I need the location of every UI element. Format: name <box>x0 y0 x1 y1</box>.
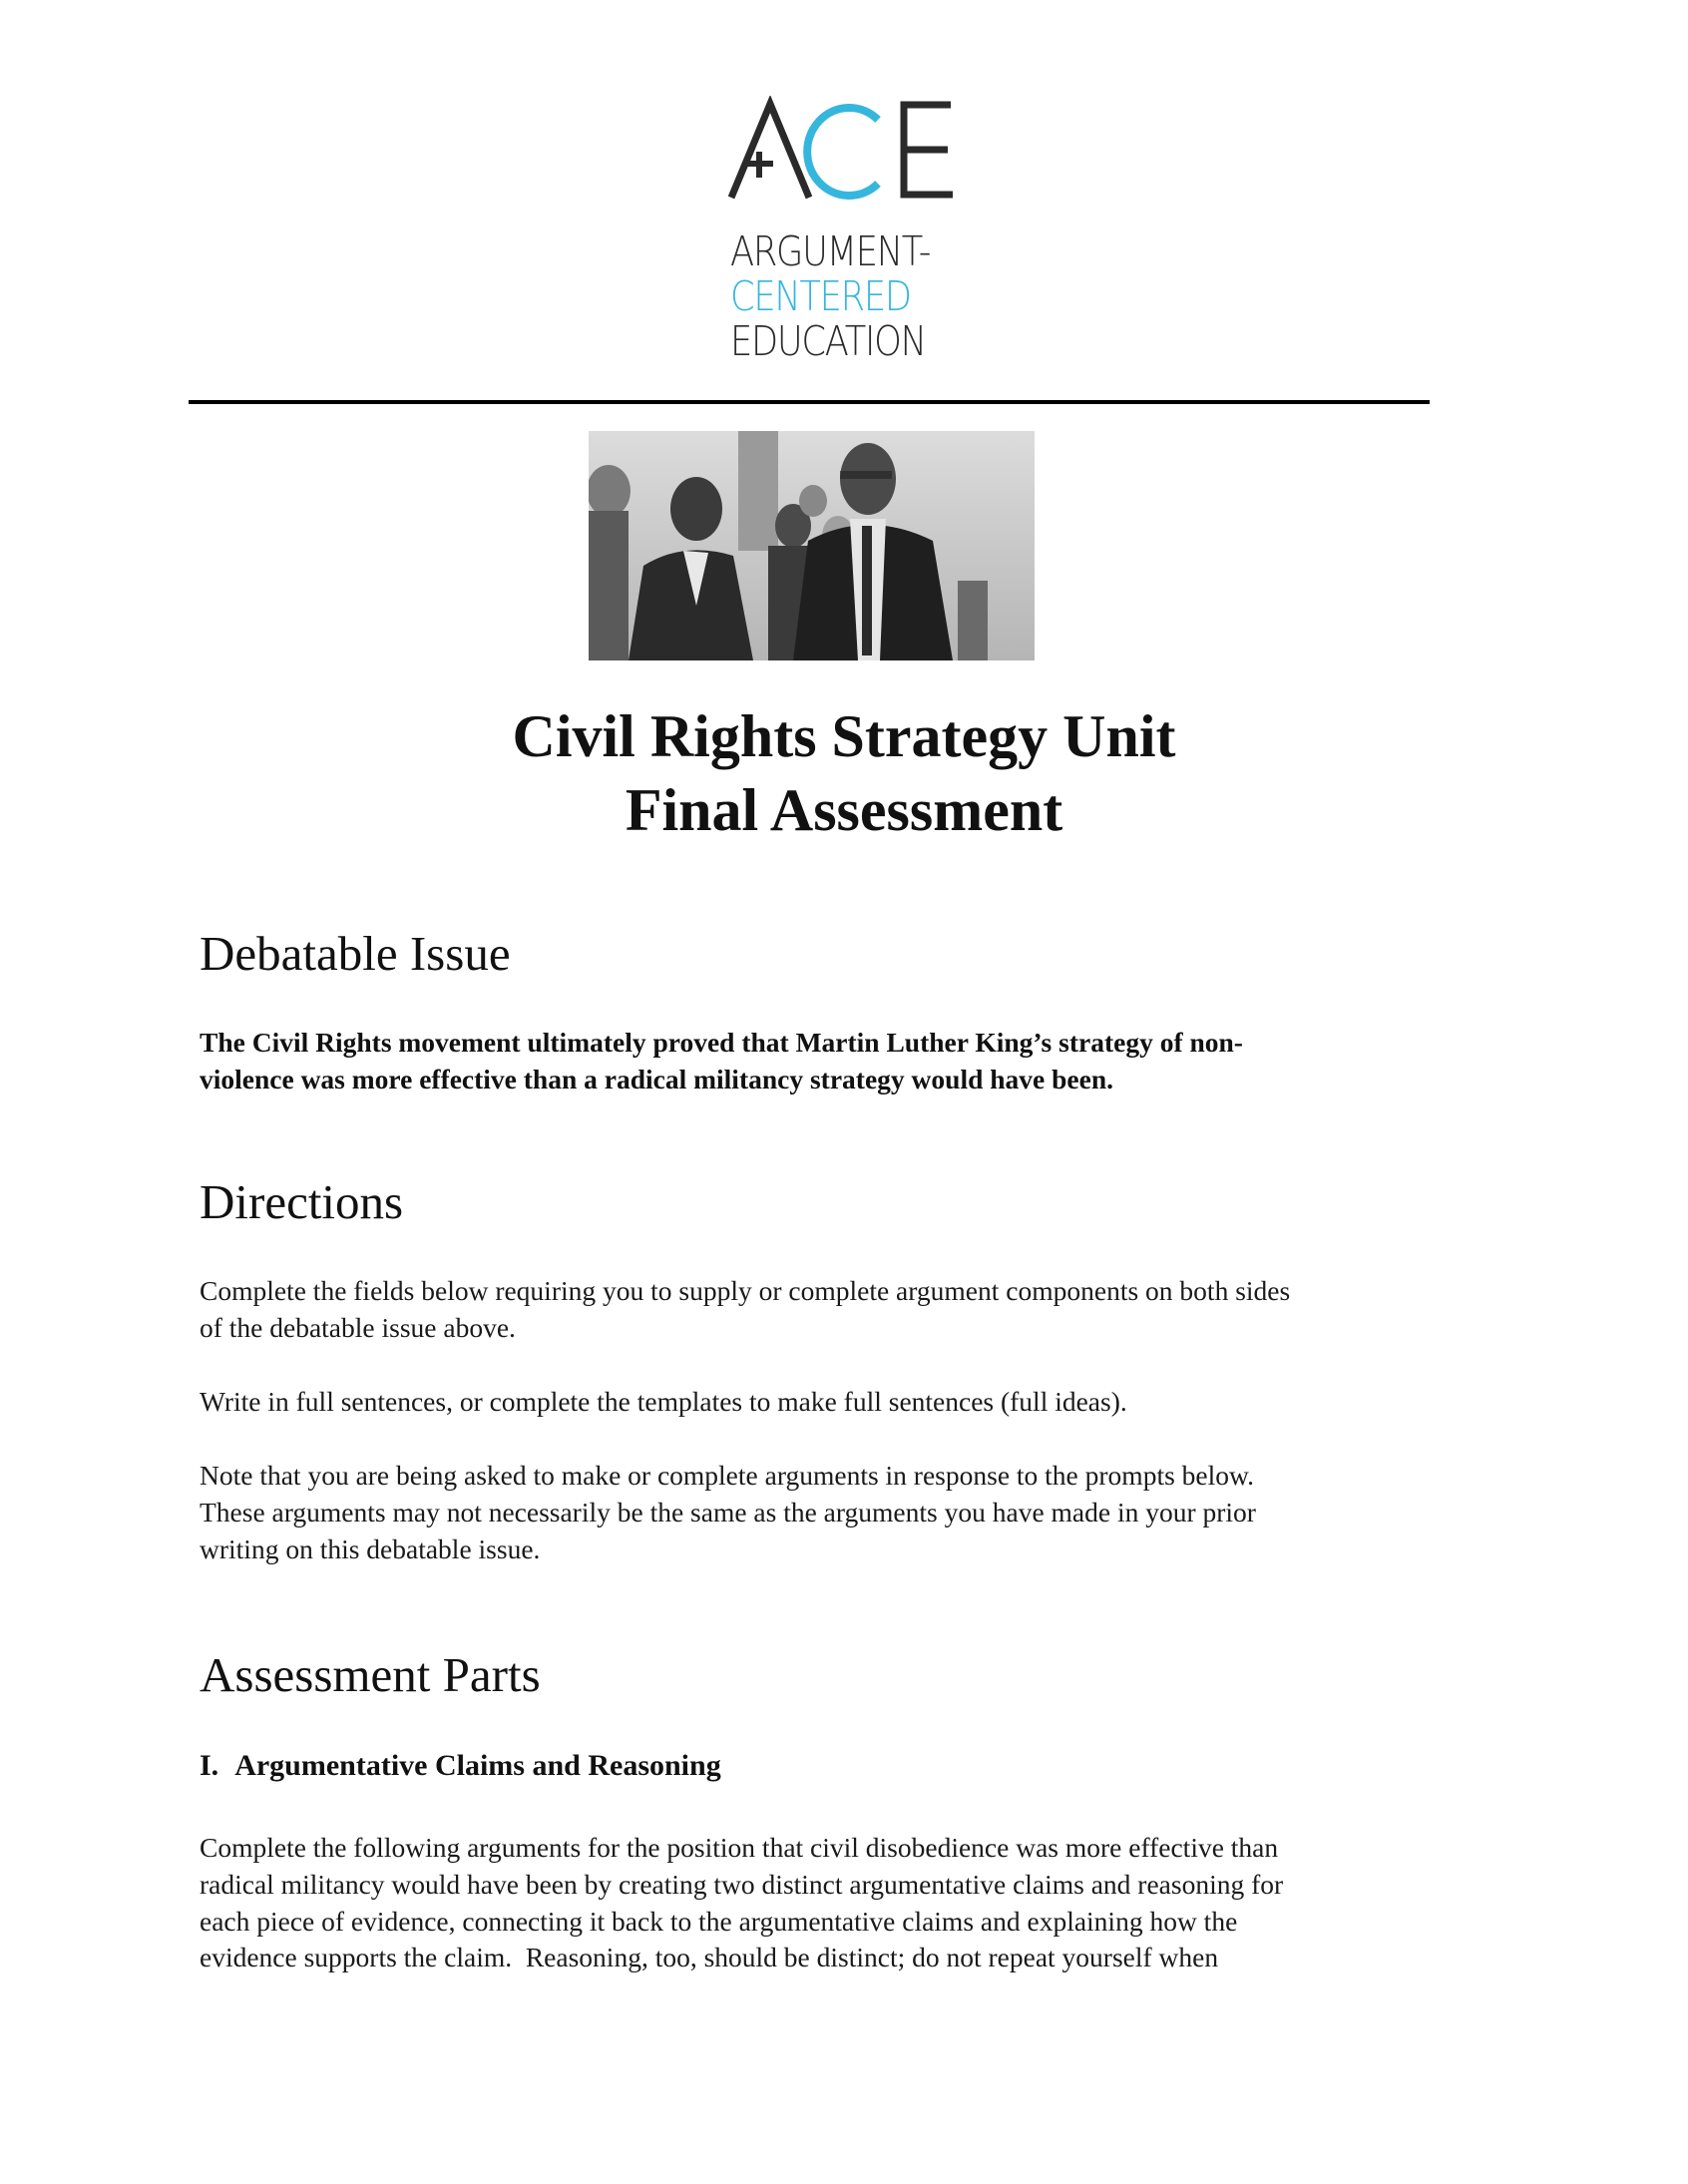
ace-logo <box>726 96 958 365</box>
logo-text-education: EDUCATION <box>730 317 926 365</box>
photo-image-icon <box>589 431 1035 660</box>
logo-text-centered: CENTERED <box>730 272 911 320</box>
header-divider <box>189 400 1430 404</box>
directions-paragraph2-line1: Write in full sentences, or complete the templates to make full sentences (full ideas). <box>200 1386 1127 1417</box>
ace-logo-mark-icon <box>726 96 958 206</box>
document-title-line1: Civil Rights Strategy Unit <box>512 703 1176 769</box>
logo-text-argument: ARGUMENT- <box>730 227 931 275</box>
debatable-issue-statement-line2: violence was more effective than a radical militancy strategy would have been. <box>200 1064 1113 1094</box>
historical-photo <box>589 431 1035 660</box>
part1-title: Argumentative Claims and Reasoning <box>234 1749 721 1782</box>
part1-instructions-line3: each piece of evidence, connecting it back to the argumentative claims and explaining how the <box>200 1906 1238 1937</box>
debatable-issue-statement-line1: The Civil Rights movement ultimately proved that Martin Luther King’s strategy of non- <box>200 1027 1243 1058</box>
part1-instructions-line2: radical militancy would have been by creating two distinct argumentative claims and reasoning for <box>200 1869 1284 1900</box>
section-heading-debatable-issue: Debatable Issue <box>200 926 511 981</box>
directions-paragraph1-line1: Complete the fields below requiring you to supply or complete argument components on both sides <box>200 1275 1291 1306</box>
directions-paragraph3-line1: Note that you are being asked to make or complete arguments in response to the prompts below. <box>200 1460 1254 1491</box>
section-heading-assessment-parts: Assessment Parts <box>200 1647 541 1702</box>
section-heading-directions: Directions <box>200 1174 404 1229</box>
directions-paragraph3-line2: These arguments may not necessarily be the same as the arguments you have made in your prior <box>200 1497 1256 1528</box>
part1-number: I. <box>200 1749 219 1782</box>
part1-instructions-line1: Complete the following arguments for the position that civil disobedience was more effective than <box>200 1832 1279 1863</box>
directions-paragraph1-line2: of the debatable issue above. <box>200 1312 516 1343</box>
part1-heading <box>200 1751 721 1781</box>
directions-paragraph3-line3: writing on this debatable issue. <box>200 1533 541 1564</box>
document-title-line2: Final Assessment <box>625 777 1063 843</box>
part1-instructions-line4: evidence supports the claim. Reasoning, too, should be distinct; do not repeat yourself when <box>200 1942 1219 1972</box>
